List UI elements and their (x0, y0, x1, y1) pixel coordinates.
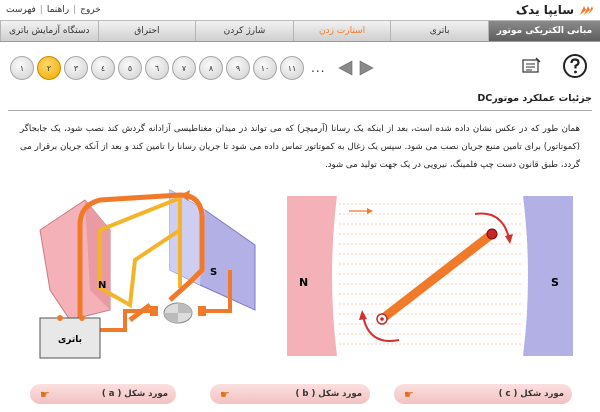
case-b-label: مورد شکل ( b ) (295, 389, 362, 399)
main-nav (0, 20, 600, 42)
n-pole-label: N (98, 280, 107, 291)
top-links (6, 5, 101, 15)
pointer-hand-icon: ☛ (220, 387, 230, 401)
page-arrows (335, 58, 377, 78)
dc-motor-diagram (30, 170, 275, 370)
more-pages-indicator: ... (311, 61, 326, 75)
tab-starting[interactable]: استارت زدن (293, 21, 391, 41)
n-pole-face (287, 196, 337, 356)
title-divider (8, 110, 592, 111)
s-pole-face (523, 196, 573, 356)
page-button-11[interactable]: ١١ (280, 56, 304, 80)
top-bar (0, 0, 600, 20)
page-button-8[interactable]: ٨ (199, 56, 223, 80)
link-separator: | (73, 5, 77, 15)
index-link[interactable]: فهرست (6, 5, 36, 15)
page-button-4[interactable]: ٤ (91, 56, 115, 80)
page-button-1[interactable]: ١ (10, 56, 34, 80)
brand-name: سایپا یدک (515, 3, 574, 17)
page-navigation (0, 43, 600, 93)
s-pole-label: S (551, 276, 559, 289)
brand-logo (516, 3, 594, 17)
notes-icon[interactable] (520, 56, 542, 76)
page-button-9[interactable]: ٩ (226, 56, 250, 80)
case-a-label: مورد شکل ( a ) (101, 389, 168, 399)
page-button-6[interactable]: ٦ (145, 56, 169, 80)
armature-coil (100, 198, 180, 305)
page-button-7[interactable]: ٧ (172, 56, 196, 80)
next-page-arrow-icon[interactable] (357, 58, 377, 78)
page-button-10[interactable]: ١٠ (253, 56, 277, 80)
prev-page-arrow-icon[interactable] (335, 58, 355, 78)
page-button-5[interactable]: ٥ (118, 56, 142, 80)
help-link[interactable]: راهنما (46, 5, 70, 15)
page-button-2[interactable]: ٢ (37, 56, 61, 80)
tab-charging[interactable]: شارژ کردن (195, 21, 293, 41)
battery-label: باتری (58, 335, 82, 345)
case-c-label: مورد شکل ( c ) (498, 389, 564, 399)
case-b-button[interactable] (210, 384, 370, 404)
help-question-icon[interactable] (562, 53, 588, 79)
tab-engine-electrical-basics[interactable]: مبانی الکتریکی موتور (488, 21, 600, 41)
page-list (10, 56, 325, 80)
link-separator: | (39, 5, 43, 15)
tab-ignition[interactable]: احتراق (98, 21, 196, 41)
pointer-hand-icon: ☛ (40, 387, 50, 401)
brush-left (150, 306, 158, 316)
tab-battery[interactable]: باتری (390, 21, 488, 41)
saipa-logo-icon (578, 3, 594, 17)
magnetic-field-diagram (287, 196, 573, 356)
description-text: همان طور که در عکس نشان داده شده است، بعد از اینکه یک رسانا (آرمیچر) که می تواند در میدان مغناطیسی آزادانه گردش کند نصب شود، یک جابجاگر (کموتاتور) برای تامین منبع جریان نصب می شود. سپس یک زغال به کموتاتور تماس داده می شود تا جریان رسانا را تامین کند و بعد از آنکه جریان برقرار می گردد، طبق قانون دست چپ فلمینگ، نیرویی در یک جهت تولید می شود. (20, 124, 580, 170)
field-lines (339, 204, 521, 344)
n-pole-label: N (299, 276, 309, 289)
commutator (164, 303, 192, 323)
tool-icons (520, 53, 588, 79)
case-c-button[interactable] (394, 384, 572, 404)
pointer-hand-icon: ☛ (404, 387, 414, 401)
exit-link[interactable]: خروج (80, 5, 101, 15)
page-title: جزئیات عملکرد موتورDC (477, 93, 592, 104)
page-button-3[interactable]: ٣ (64, 56, 88, 80)
armature-conductor (382, 234, 492, 319)
tab-battery-tester[interactable]: دستگاه آزمایش باتری (0, 21, 98, 41)
s-pole-label: S (210, 267, 218, 278)
case-a-button[interactable] (30, 384, 176, 404)
